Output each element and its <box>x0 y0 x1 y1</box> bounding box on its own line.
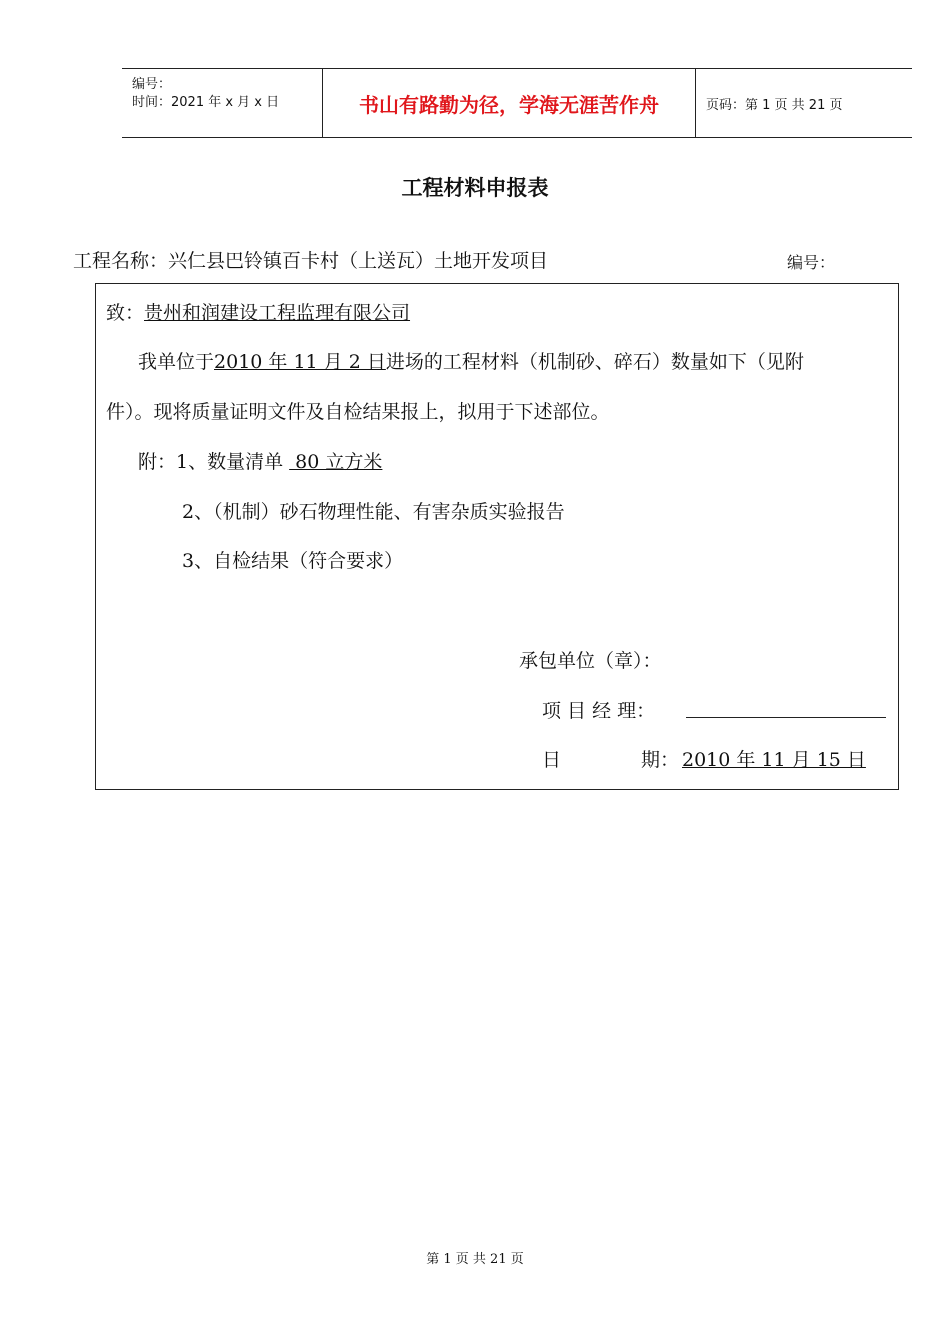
attachment-1 <box>138 447 382 474</box>
date-label-start: 日 <box>542 749 562 771</box>
para1-post: 进场的工程材料（机制砂、碎石）数量如下（见附 <box>385 351 804 373</box>
entry-date: 2010 年 11 月 2 日 <box>214 351 386 373</box>
header-page-info: 页码：第 1 页 共 21 页 <box>706 97 843 113</box>
attachment-1-label: 附：1、数量清单 <box>138 451 284 473</box>
header-motto: 书山有路勤为径，学海无涯苦作舟 <box>323 69 696 137</box>
serial-label: 编号： <box>132 77 172 92</box>
contractor-seal-label: 承包单位（章）： <box>519 650 662 672</box>
manager-label: 项 目 经 理： <box>542 700 656 722</box>
time-line: 时间：2021 年 x 月 x 日 <box>132 95 280 110</box>
page-footer: 第 1 页 共 21 页 <box>426 1252 524 1267</box>
report-date: 2010 年 11 月 15 日 <box>682 749 866 771</box>
header-meta-cell <box>122 69 323 137</box>
attachment-2: 2、（机制）砂石物理性能、有害杂质实验报告 <box>182 501 565 523</box>
project-number-label: 编号： <box>787 253 836 272</box>
document-title: 工程材料申报表 <box>401 176 549 200</box>
attachment-1-quantity: 80 立方米 <box>289 451 383 473</box>
paragraph-1 <box>138 347 804 374</box>
recipient-company: 贵州和润建设工程监理有限公司 <box>144 302 411 324</box>
para1-pre: 我单位于 <box>138 351 215 373</box>
date-label-end: 期： <box>641 749 680 771</box>
manager-signature-line <box>686 717 886 718</box>
recipient-line <box>106 298 410 325</box>
form-box <box>95 283 899 790</box>
page-header <box>122 68 912 138</box>
attachment-3: 3、自检结果（符合要求） <box>182 550 404 572</box>
project-name: 工程名称：兴仁县巴铃镇百卡村（上送瓦）土地开发项目 <box>73 250 549 272</box>
recipient-prefix: 致： <box>106 302 145 324</box>
paragraph-2: 件）。现将质量证明文件及自检结果报上，拟用于下述部位。 <box>106 401 610 423</box>
